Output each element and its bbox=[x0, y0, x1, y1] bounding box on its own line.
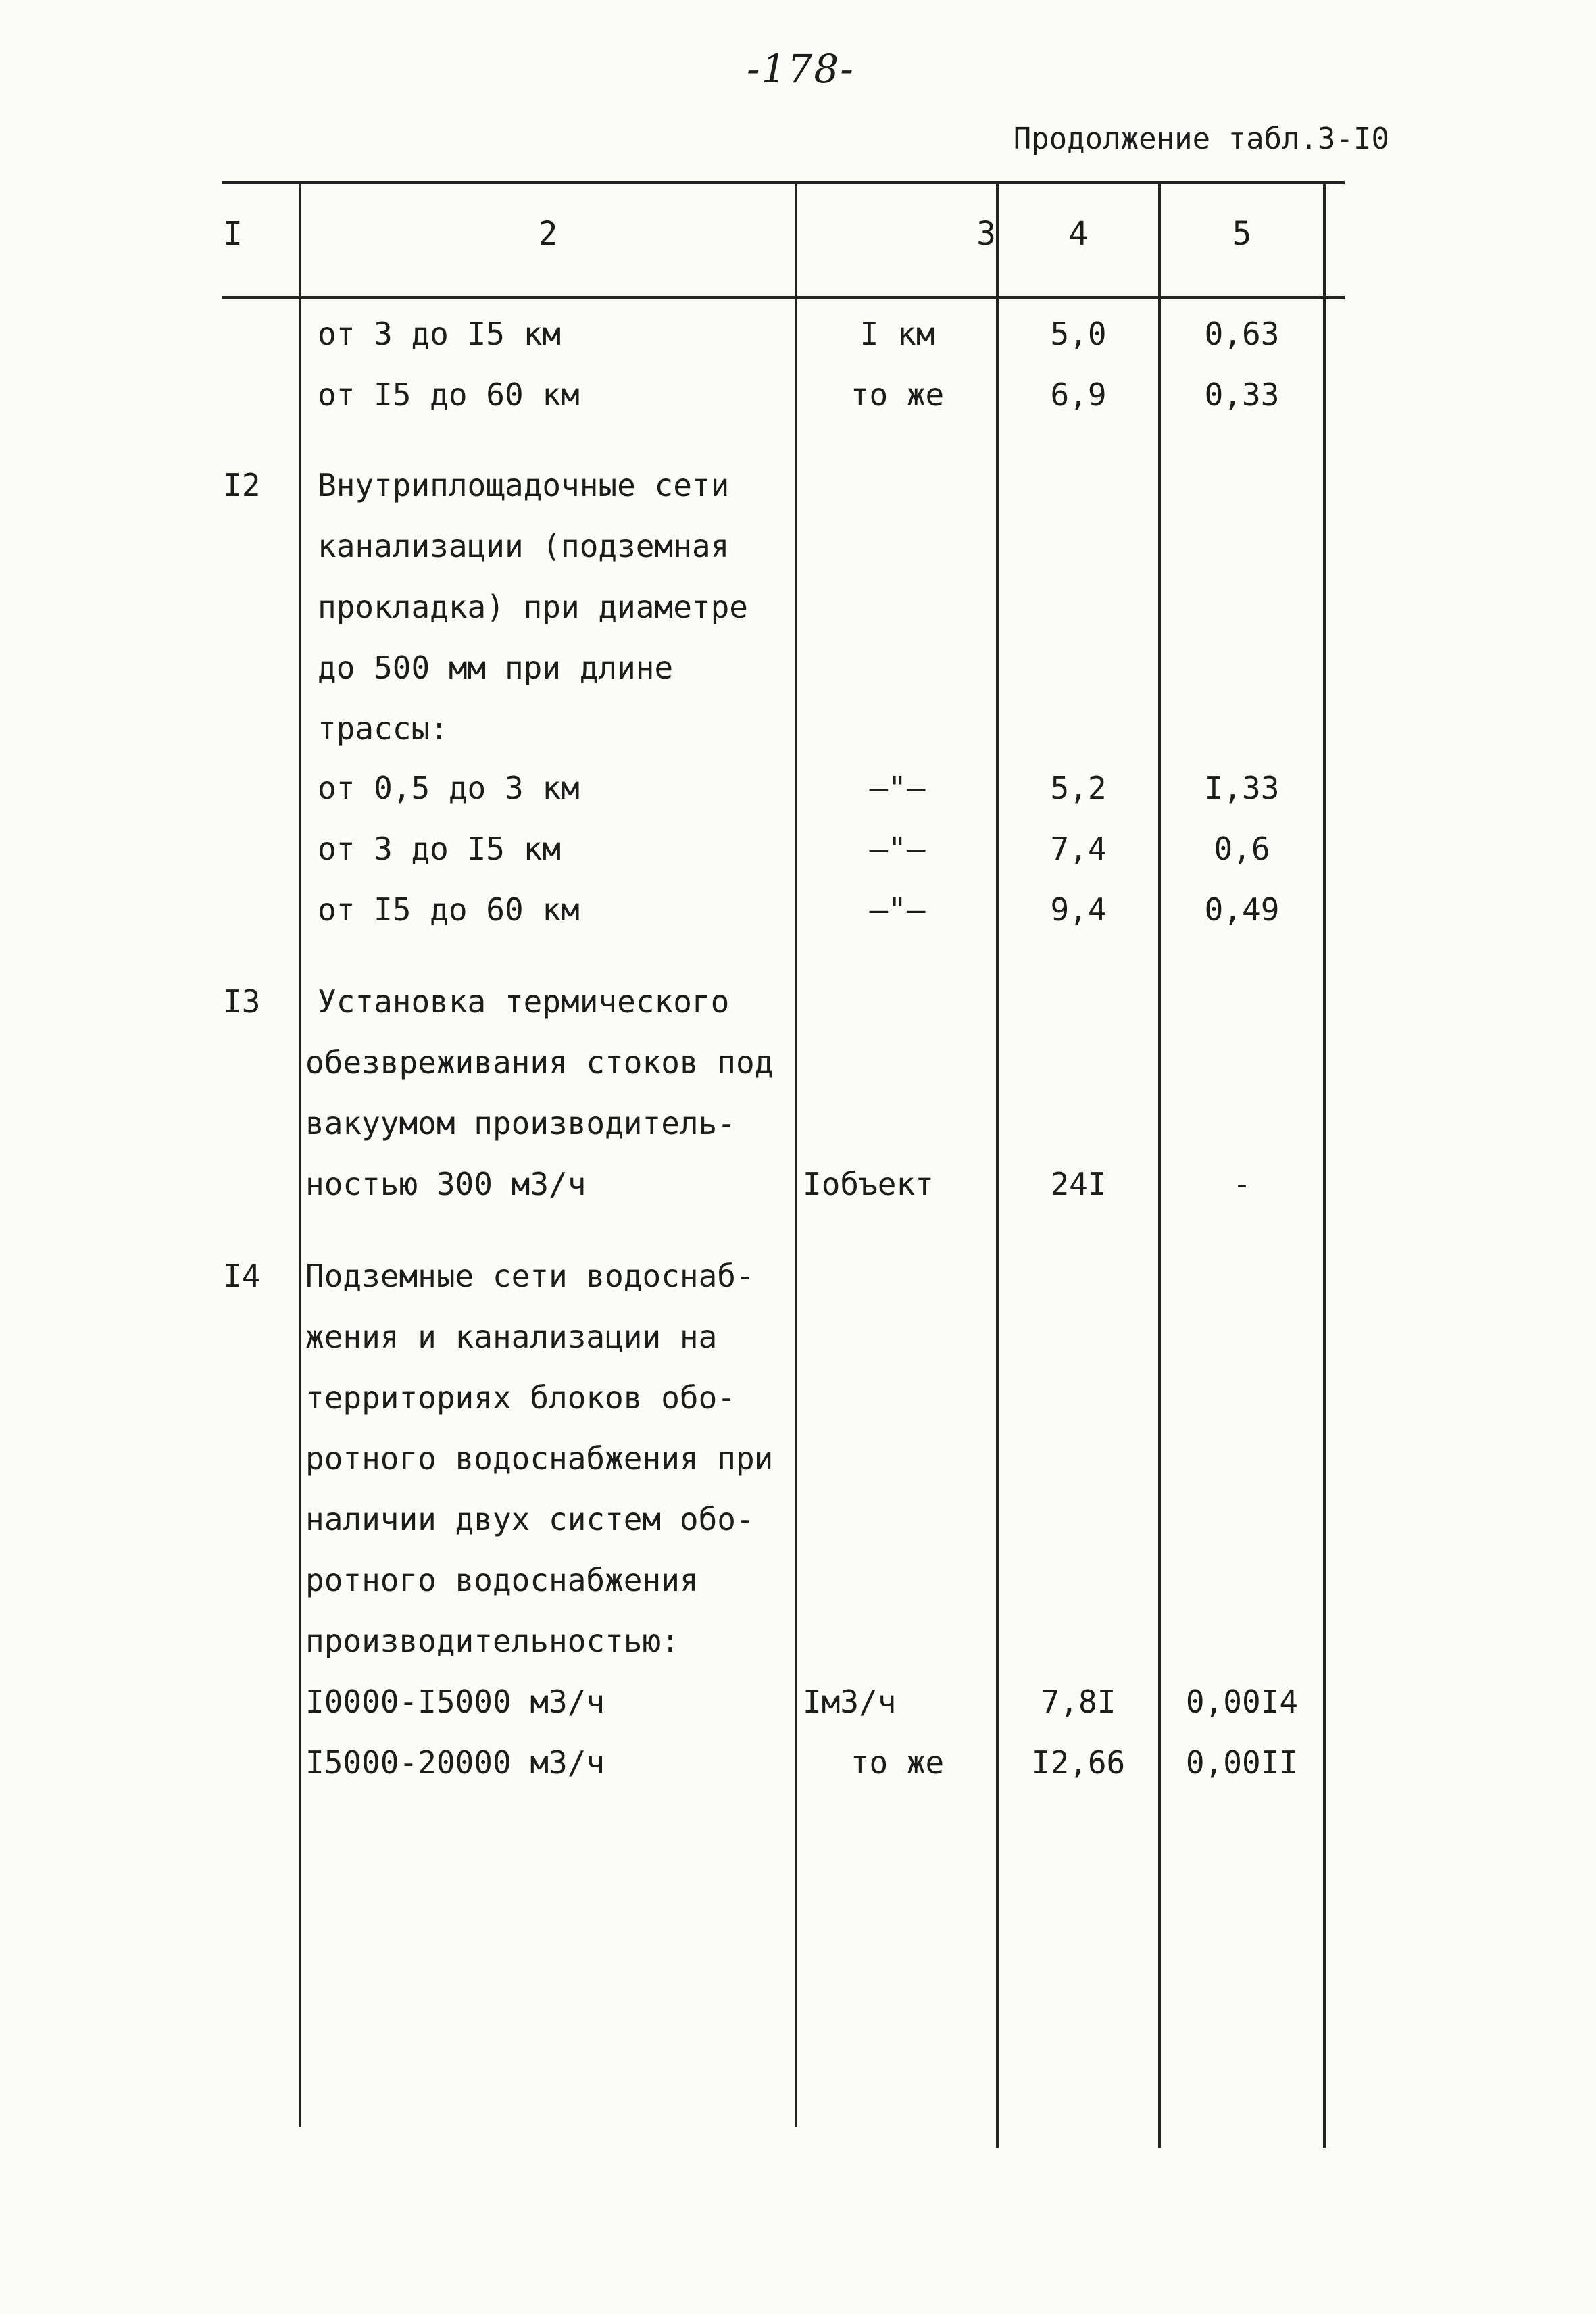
table-continuation-label: Продолжение табл.3-I0 bbox=[1013, 122, 1389, 156]
header-col-3: 3 bbox=[976, 215, 996, 253]
item-description: I0000-I5000 м3/ч bbox=[305, 1683, 605, 1720]
table-row bbox=[0, 818, 1596, 880]
table-row bbox=[0, 1367, 1596, 1429]
unit: Iобъект bbox=[803, 1166, 934, 1202]
value-col-5: 0,63 bbox=[1204, 316, 1280, 352]
table-row bbox=[0, 515, 1596, 577]
table-row bbox=[0, 1031, 1596, 1093]
item-description: от 0,5 до 3 км bbox=[318, 770, 580, 806]
value-col-5: - bbox=[1232, 1166, 1251, 1202]
page-number: -178- bbox=[747, 46, 855, 92]
unit: –"– bbox=[869, 770, 926, 806]
item-description: Внутриплощадочные сети bbox=[318, 467, 730, 503]
item-description: Установка термического bbox=[318, 983, 730, 1020]
unit: I км bbox=[859, 316, 935, 352]
value-col-4: I2,66 bbox=[1031, 1744, 1126, 1781]
item-description: ротного водоснабжения bbox=[305, 1562, 699, 1598]
value-col-4: 5,2 bbox=[1050, 770, 1107, 806]
item-description: канализации (подземная bbox=[318, 528, 730, 564]
table-header-rule bbox=[222, 296, 1345, 299]
table-top-rule bbox=[222, 181, 1345, 184]
value-col-4: 6,9 bbox=[1050, 376, 1107, 413]
unit: то же bbox=[850, 376, 945, 413]
table-row bbox=[0, 1610, 1596, 1672]
value-col-4: 7,4 bbox=[1050, 831, 1107, 867]
table-row bbox=[0, 1488, 1596, 1550]
unit: –"– bbox=[869, 831, 926, 867]
unit: –"– bbox=[869, 891, 926, 928]
value-col-5: 0,49 bbox=[1204, 891, 1280, 928]
item-description: до 500 мм при длине bbox=[318, 649, 674, 686]
table-row bbox=[0, 1549, 1596, 1611]
item-description: Подземные сети водоснаб- bbox=[305, 1258, 755, 1294]
item-description: ротного водоснабжения при bbox=[305, 1440, 774, 1477]
item-description: наличии двух систем обо- bbox=[305, 1501, 755, 1537]
table-row bbox=[0, 364, 1596, 426]
header-col-4: 4 bbox=[1068, 215, 1089, 253]
table-row bbox=[0, 1245, 1596, 1307]
value-col-4: 7,8I bbox=[1041, 1683, 1116, 1720]
item-description: трассы: bbox=[318, 710, 449, 747]
table-row bbox=[0, 637, 1596, 699]
item-description: от I5 до 60 км bbox=[318, 891, 580, 928]
table-row bbox=[0, 1427, 1596, 1490]
item-description: территориях блоков обо- bbox=[305, 1379, 736, 1416]
table-row bbox=[0, 303, 1596, 365]
value-col-4: 24I bbox=[1050, 1166, 1107, 1202]
table-row bbox=[0, 1153, 1596, 1215]
table-row bbox=[0, 970, 1596, 1033]
unit: Iм3/ч bbox=[803, 1683, 897, 1720]
table-row bbox=[0, 1306, 1596, 1368]
header-col-5: 5 bbox=[1232, 215, 1252, 253]
item-number: I2 bbox=[223, 467, 261, 503]
item-description: от I5 до 60 км bbox=[318, 376, 580, 413]
table-row bbox=[0, 576, 1596, 638]
item-number: I4 bbox=[223, 1258, 261, 1294]
item-description: I5000-20000 м3/ч bbox=[305, 1744, 605, 1781]
item-number: I3 bbox=[223, 983, 261, 1020]
item-description: ностью 300 м3/ч bbox=[305, 1166, 587, 1202]
value-col-5: I,33 bbox=[1204, 770, 1280, 806]
unit: то же bbox=[850, 1744, 945, 1781]
table-row bbox=[0, 1671, 1596, 1733]
item-description: вакуумом производитель- bbox=[305, 1105, 736, 1141]
value-col-5: 0,6 bbox=[1214, 831, 1270, 867]
item-description: прокладка) при диаметре bbox=[318, 589, 748, 625]
header-col-1: I bbox=[223, 215, 243, 253]
table-row bbox=[0, 757, 1596, 819]
value-col-5: 0,00I4 bbox=[1185, 1683, 1299, 1720]
value-col-4: 9,4 bbox=[1050, 891, 1107, 928]
item-description: обезвреживания стоков под bbox=[305, 1044, 774, 1081]
value-col-4: 5,0 bbox=[1050, 316, 1107, 352]
item-description: жения и канализации на bbox=[305, 1319, 718, 1355]
table-row bbox=[0, 697, 1596, 760]
table-row bbox=[0, 1092, 1596, 1154]
value-col-5: 0,00II bbox=[1185, 1744, 1299, 1781]
item-description: от 3 до I5 км bbox=[318, 316, 562, 352]
item-description: от 3 до I5 км bbox=[318, 831, 562, 867]
table-row bbox=[0, 454, 1596, 516]
table-row bbox=[0, 879, 1596, 941]
header-col-2: 2 bbox=[538, 215, 558, 253]
table-row bbox=[0, 1731, 1596, 1794]
value-col-5: 0,33 bbox=[1204, 376, 1280, 413]
item-description: производительностью: bbox=[305, 1623, 680, 1659]
